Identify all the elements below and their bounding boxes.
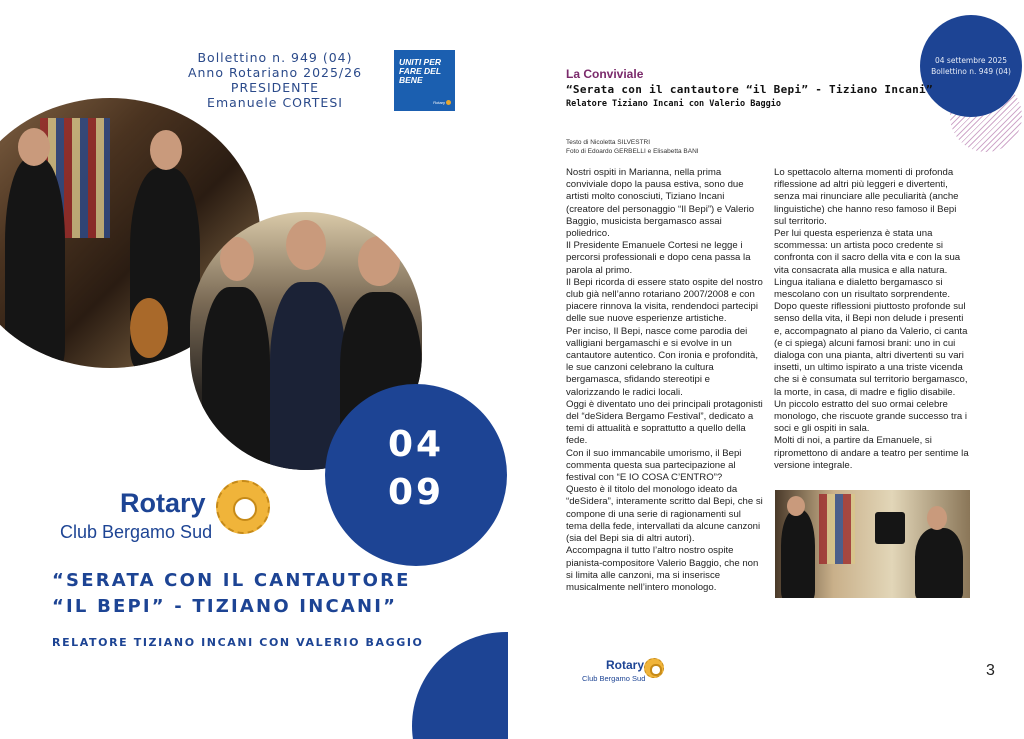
- banner-wall: [819, 494, 855, 564]
- issue-badge: [920, 15, 1022, 117]
- article-title: “Serata con il cantautore “il Bepi” - Tiziano Incani”: [566, 83, 933, 96]
- paragraph: Oggi è diventato uno dei principali protagonisti del “deSidera Bergamo Festival”, dedicato a temi di attualità e soprattutto a quello della fede.: [566, 398, 763, 447]
- person-head: [787, 496, 805, 516]
- rotary-wheel-icon: [644, 658, 664, 678]
- guitar: [130, 298, 168, 358]
- text-credit: Testo di Nicoletta SILVESTRI: [566, 139, 651, 146]
- cover-title-line-1: “SERATA CON IL CANTAUTORE: [52, 570, 411, 591]
- person-left: [202, 287, 270, 470]
- person-guitarist: [781, 510, 815, 598]
- president-name: Emanuele CORTESI: [207, 95, 343, 110]
- article-subtitle: Relatore Tiziano Incani con Valerio Baggio: [566, 99, 781, 109]
- issue-number: Bollettino n. 949 (04): [931, 67, 1011, 76]
- rotary-club-logo: [60, 480, 280, 546]
- paragraph: Il Bepi ricorda di essere stato ospite del nostro club già nell’anno rotariano 2007/2008 e con piacere rinnova la visita, rendendoci partecipi delle sue nuove esperienze artistiche.: [566, 276, 763, 325]
- bulletin-number: Bollettino n. 949 (04): [197, 50, 353, 65]
- logo-line-2: FARE DEL: [399, 66, 442, 76]
- person-reader: [915, 528, 963, 598]
- section-label: La Conviviale: [566, 67, 644, 81]
- uniti-per-fare-del-bene-logo: [394, 50, 455, 111]
- paragraph: Nostri ospiti in Marianna, nella prima conviviale dopo la pausa estiva, sono due artisti molto conosciuti, Tiziano Incani (creatore del personaggio “Il Bepi”) e Valerio Baggio, musicista bergamasco assai poliedrico.: [566, 167, 755, 240]
- club-name: Club Bergamo Sud: [60, 522, 213, 542]
- paragraph: Per inciso, Il Bepi, nasce come parodia dei valligiani bergamaschi e si evolve in un cantautore autentico. Con ironia e profondità, le sue canzoni celebrano la cultura bergamasca, sfidando stereotipi e valorizzando le radici locali.: [566, 325, 759, 398]
- speaker-box: [875, 512, 905, 544]
- rotary-mini-mark: Rotary: [433, 98, 451, 107]
- date-badge: [325, 384, 507, 566]
- rotary-wheel-icon: [216, 480, 270, 534]
- paragraph: Lo spettacolo alterna momenti di profonda riflessione ad altri più leggeri e divertenti, senza mai rinunciare alle peculiarità (anche linguistiche) che hanno reso famoso il Bepi sul territorio.: [774, 167, 959, 227]
- footer-rotary-wordmark: Rotary: [606, 658, 645, 672]
- event-photo-stage: [775, 490, 970, 598]
- person-head: [286, 220, 326, 270]
- cover-title: [52, 568, 432, 620]
- article-column-1: [566, 167, 764, 594]
- person-head: [220, 237, 254, 281]
- paragraph: Questo è il titolo del monologo ideato da “deSidera”, interamente scritto dal Bepi, che si compone di una serie di ragionamenti sul tema della fede, intervallati da alcune canzoni (sia del Bepi sia di altri autori).: [566, 484, 763, 545]
- rotary-wordmark: Rotary: [120, 488, 206, 518]
- paragraph: Per lui questa esperienza è stata una scommessa: un artista poco credente si confronta con il sacro della vita e con la sua vita consacrata alla musica e alla natura.: [774, 228, 961, 276]
- page-number: 3: [986, 662, 995, 679]
- logo-line-1: UNITI PER: [399, 57, 442, 67]
- photo-credit: Foto di Edoardo GERBELLI e Elisabetta BANI: [566, 148, 699, 155]
- president-label: PRESIDENTE: [230, 80, 320, 95]
- paragraph: Molti di noi, a partire da Emanuele, si ripromettono di andare a teatro per sentime la versione integrale.: [774, 435, 969, 471]
- cover-title-line-2: “IL BEPI” - TIZIANO INCANI”: [52, 596, 398, 617]
- article-credits: [566, 138, 699, 156]
- rotary-year: Anno Rotariano 2025/26: [187, 65, 363, 80]
- footer-rotary-logo: [582, 658, 672, 686]
- logo-line-3: BENE: [399, 75, 423, 85]
- paragraph: Il Presidente Emanuele Cortesi ne legge i percorsi professionali e dopo cena passa la parola al primo.: [566, 240, 751, 276]
- paragraph: Accompagna il tutto l’altro nostro ospite pianista-compositore Valerio Baggio, che non si limita alle canzoni, ma si inserisce musicalmente nell’intero monologo.: [566, 545, 759, 593]
- bulletin-header: [170, 50, 380, 110]
- paragraph: Un piccolo estratto del suo ormai celebre monologo, che riscuote grande successo tra i soci e gli ospiti in sala.: [774, 398, 968, 435]
- person-head: [927, 506, 947, 530]
- date-day: 04: [387, 424, 445, 465]
- person-head: [150, 130, 182, 170]
- person-guitarist: [5, 158, 65, 368]
- date-month: 09: [387, 472, 445, 513]
- article-column-2: [774, 167, 970, 472]
- paragraph: Lingua italiana e dialetto bergamasco si mescolano con un risultato sorprendente.: [774, 276, 950, 301]
- cover-subtitle: RELATORE TIZIANO INCANI CON VALERIO BAGGIO: [52, 636, 424, 649]
- issue-date: 04 settembre 2025: [934, 56, 1007, 65]
- footer-club-name: Club Bergamo Sud: [582, 674, 646, 683]
- paragraph: Con il suo immancabile umorismo, il Bepi commenta questa sua partecipazione al festival con “E IO COSA C’ENTRO”?: [566, 447, 742, 484]
- person-head: [358, 236, 400, 286]
- person-head: [18, 128, 50, 166]
- paragraph: Dopo queste riflessioni piuttosto profonde sul senso della vita, il Bepi non delude i presenti e, accompagnato al piano da Valerio, ci canta (e ci spiega) alcuni famosi brani: uno in cui dialoga con una pianta, altri divertenti su vari insetti, un ultimo ispirato a una triste vicenda che si è consumata sul territorio bergamasco, la morte, in casa, di madre e figlio disabile.: [774, 301, 968, 398]
